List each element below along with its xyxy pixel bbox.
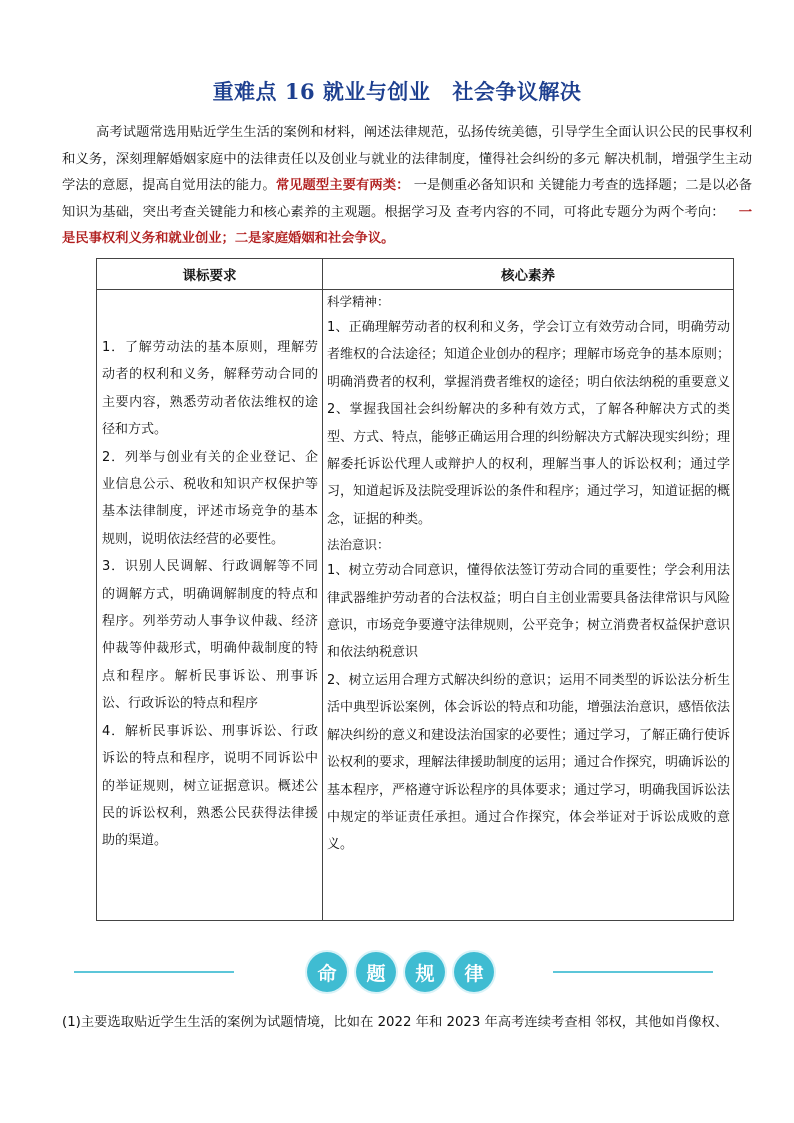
curriculum-requirements-cell — [97, 290, 323, 921]
badge-char-2: 题 — [356, 952, 396, 992]
title-main: 重难点 16 就业与创业 — [212, 79, 431, 104]
badge-char-3: 规 — [405, 952, 445, 992]
divider-right — [553, 971, 713, 973]
core-competencies-cell — [322, 290, 733, 921]
page-title — [0, 76, 794, 106]
requirement-item-4: 4．解析民事诉讼、刑事诉讼、行政诉讼的特点和程序，说明不同诉讼中的举证规则，树立证据意识。概述公民的诉讼权利，熟悉公民获得法律援助的渠道。 — [102, 723, 318, 849]
header-core-competencies: 核心素养 — [322, 259, 733, 290]
divider-left — [74, 971, 234, 973]
badge-char-1: 命 — [307, 952, 347, 992]
rule-of-law-item-2: 2、树立运用合理方式解决纠纷的意识；运用不同类型的诉讼法分析生活中典型诉讼案例，体会诉讼的特点和功能，增强法治意识，感悟依法解决纠纷的意义和建设法治国家的必要性；通过学习，了解正确行使诉讼权利的要求，理解法律援助制度的运用；通过合作探究，明确诉讼的基本程序，严格遵守诉讼程序的具体要求；通过学习，明确我国诉讼法中规定的举证责任承担。通过合作探究，体会举证对于诉讼成败的意义。 — [326, 672, 730, 853]
intro-highlight-directions: 一是民事权利义务和就业创业；二是家庭婚姻和社会争议。 — [62, 204, 752, 246]
intro-paragraph — [62, 120, 752, 253]
section-heading-badge — [0, 952, 794, 996]
intro-text: 高考试题常选用贴近学生生活的案例和材料，阐述法律规范，弘扬传统美德，引导学生全面认识公民的民事权利和义务，深刻理解婚姻家庭中的法律责任以及创业与就业的法律制度，懂得社会纠纷的多元 解决机制，增强学生主动学法的意愿，提高自觉用法的能力。 — [62, 125, 752, 193]
requirement-item-3: 3．识别人民调解、行政调解等不同的调解方式，明确调解制度的特点和程序。列举劳动人事争议仲裁、经济仲裁等仲裁形式，明确仲裁制度的特点和程序。解析民事诉讼、刑事诉讼、行政诉讼的特点和程序 — [102, 559, 318, 712]
scientific-spirit-item-2: 2、掌握我国社会纠纷解决的多种有效方式，了解各种解决方式的类型、方式、特点，能够正确运用合理的纠纷解决方式解决现实纠纷；理解委托诉讼代理人或辩护人的权利，理解当事人的诉讼权利；通过学习，知道起诉及法院受理诉讼的条件和程序；通过学习，知道证据的概念，证据的种类。 — [326, 402, 730, 527]
scientific-spirit-item-1: 1、正确理解劳动者的权利和义务，学会订立有效劳动合同，明确劳动者维权的合法途径；知道企业创办的程序；理解市场竞争的基本原则；明确消费者的权利，掌握消费者维权的途径；明白依法纳税的重要意义 — [326, 320, 730, 390]
intro-highlight-question-types: 常见题型主要有两类： — [275, 178, 410, 193]
badge-char-4: 律 — [454, 952, 494, 992]
body-paragraph: (1)主要选取贴近学生生活的案例为试题情境，比如在 2022 年和 2023 年高考连续考查相 邻权，其他如肖像权、 — [62, 1015, 729, 1030]
section-title-scientific-spirit: 科学精神： — [326, 294, 390, 309]
rule-of-law-item-1: 1、树立劳动合同意识，懂得依法签订劳动合同的重要性；学会利用法律武器维护劳动者的合法权益；明白自主创业需要具备法律常识与风险意识，市场竞争要遵守法律规则，公平竞争；树立消费者权益保护意识和依法纳税意识 — [326, 563, 730, 661]
table-header-row — [97, 259, 734, 290]
intro-text-2: 一是侧重必备知识和 关键能力考查的选择题；二是以必备知识为基础，突出考查关键能力和核心素养的主观题。根据学习及 查考内容的不同，可将此专题分为两个考向： — [62, 178, 753, 220]
requirement-item-2: 2．列举与创业有关的企业登记、企业信息公示、税收和知识产权保护等基本法律制度，评述市场竞争的基本规则，说明依法经营的必要性。 — [102, 449, 318, 547]
standards-table — [96, 258, 734, 921]
section-title-rule-of-law: 法治意识： — [326, 537, 390, 553]
title-sub: 社会争议解决 — [452, 79, 582, 104]
requirement-item-1: 1．了解劳动法的基本原则，理解劳动者的权利和义务，解释劳动合同的主要内容，熟悉劳动者依法维权的途径和方式。 — [102, 340, 318, 438]
table-row — [97, 290, 734, 921]
header-curriculum-requirements: 课标要求 — [97, 259, 323, 290]
